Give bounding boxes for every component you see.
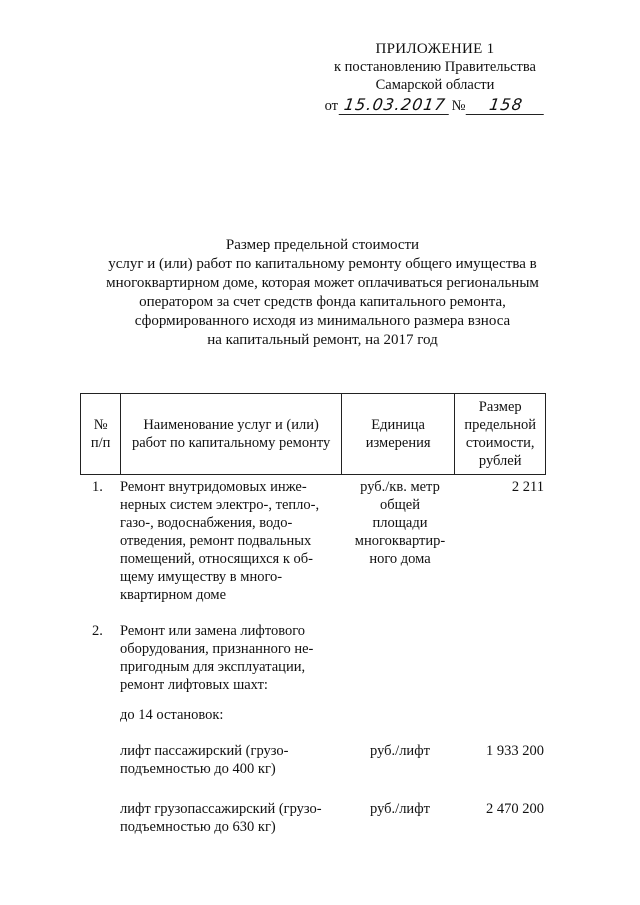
- row-price: 1 933 200: [486, 743, 544, 759]
- table-row: [80, 478, 550, 604]
- col-unit-header: [341, 394, 455, 475]
- table-row: [80, 742, 550, 778]
- header-text: Единица: [371, 417, 425, 433]
- row-unit: [345, 478, 455, 604]
- header-text: работ по капитальному ремонту: [131, 435, 331, 451]
- heading-line: оператором за счет средств фонда капитального ремонта,: [139, 294, 506, 310]
- row-number: 2.: [92, 623, 103, 639]
- appendix-title: ПРИЛОЖЕНИЕ 1: [375, 41, 495, 57]
- header-text: предельной: [464, 417, 537, 433]
- name-line: нерных систем электро-, тепло-,: [120, 497, 320, 513]
- name-line: помещений, относящихся к об-: [120, 551, 313, 567]
- date-prefix: от: [324, 98, 338, 114]
- row-number-empty: [80, 800, 120, 836]
- appendix-block: [320, 40, 550, 115]
- row-unit: руб./лифт: [370, 801, 430, 817]
- appendix-date-line: [320, 96, 550, 115]
- name-line: лифт пассажирский (грузо-: [120, 743, 289, 759]
- subheading: до 14 остановок:: [120, 707, 224, 723]
- name-line: газо-, водоснабжения, водо-: [120, 515, 293, 531]
- name-line: щему имуществу в много-: [120, 569, 283, 585]
- heading-line: услуг и (или) работ по капитальному ремонту общего имущества в: [108, 256, 537, 272]
- table-header-row: [81, 394, 546, 475]
- name-line: ремонт лифтовых шахт:: [120, 677, 268, 693]
- handwritten-number: 158: [466, 96, 547, 115]
- name-line: лифт грузопассажирский (грузо-: [120, 801, 322, 817]
- header-text: п/п: [90, 435, 111, 451]
- name-line: Ремонт или замена лифтового: [120, 623, 306, 639]
- heading-line: Размер предельной стоимости: [225, 237, 420, 253]
- unit-line: ного дома: [369, 551, 431, 567]
- unit-line: общей: [380, 497, 420, 513]
- name-line: подъемностью до 400 кг): [120, 761, 276, 777]
- handwritten-date: 15.03.2017: [339, 96, 451, 115]
- header-text: Размер: [478, 399, 522, 415]
- appendix-line-1: к постановлению Правительства: [334, 59, 536, 75]
- row-name: [120, 742, 345, 778]
- row-price: 2 470 200: [486, 801, 544, 817]
- heading-line: многоквартирном доме, которая может оплачиваться региональным: [106, 275, 539, 291]
- heading-line: сформированного исходя из минимального размера взноса: [134, 313, 511, 329]
- header-text: Наименование услуг и (или): [143, 417, 319, 433]
- name-line: пригодным для эксплуатации,: [120, 659, 306, 675]
- header-text: измерения: [365, 435, 431, 451]
- header-text: стоимости,: [465, 435, 535, 451]
- name-line: отведения, ремонт подвальных: [120, 533, 312, 549]
- header-text: рублей: [478, 453, 522, 469]
- row-number-empty: [80, 742, 120, 778]
- name-line: оборудования, признанного не-: [120, 641, 314, 657]
- name-line: квартирном доме: [120, 587, 227, 603]
- row-unit: руб./лифт: [370, 743, 430, 759]
- row-number: 1.: [92, 479, 103, 495]
- unit-line: многоквартир-: [354, 533, 446, 549]
- table-row: [80, 800, 550, 836]
- col-number-header: [81, 394, 121, 475]
- number-sign: №: [451, 98, 466, 114]
- appendix-line-2: Самарской области: [375, 77, 495, 93]
- document-heading: [75, 236, 570, 350]
- row-name: [120, 478, 345, 604]
- heading-line: на капитальный ремонт, на 2017 год: [207, 332, 438, 348]
- price-table-header: [80, 393, 546, 475]
- unit-line: площади: [372, 515, 428, 531]
- header-text: №: [93, 417, 108, 433]
- name-line: Ремонт внутридомовых инже-: [120, 479, 307, 495]
- unit-line: руб./кв. метр: [360, 479, 440, 495]
- row-name: [120, 622, 345, 694]
- col-price-header: [455, 394, 546, 475]
- name-line: подъемностью до 630 кг): [120, 819, 276, 835]
- row-name: [120, 800, 345, 836]
- table-body: [80, 478, 550, 836]
- table-row: [80, 622, 550, 694]
- col-name-header: [121, 394, 342, 475]
- row-price: 2 211: [511, 479, 544, 495]
